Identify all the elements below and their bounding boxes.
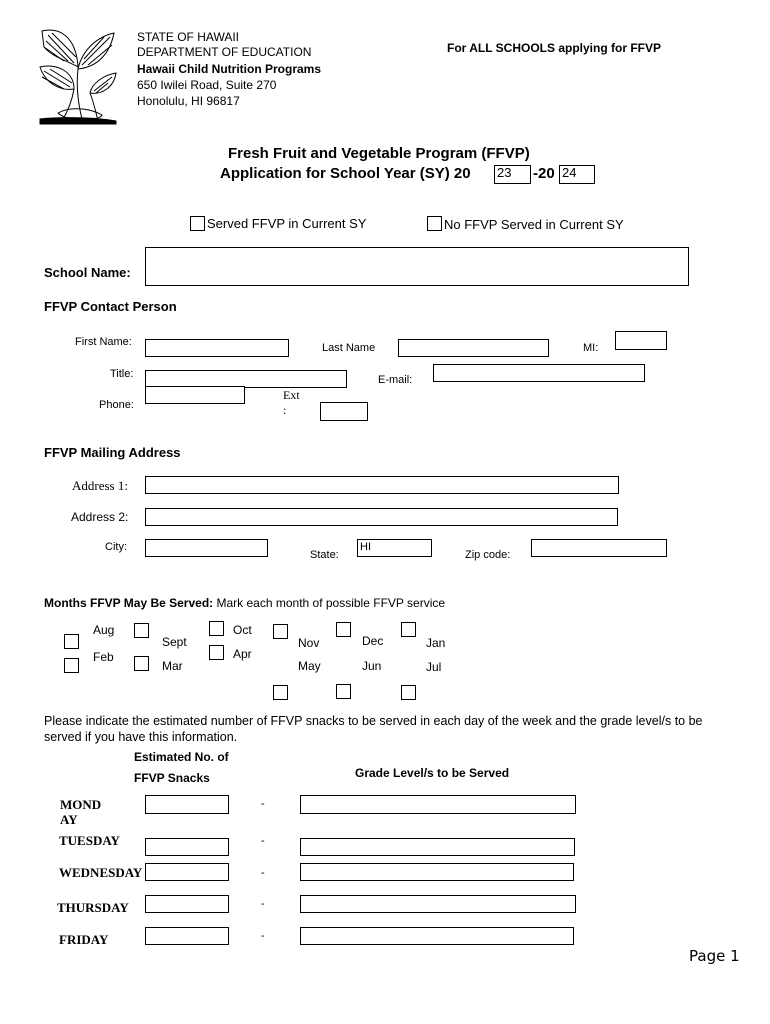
wednesday-dash: - — [261, 867, 265, 879]
last-name-field[interactable] — [398, 339, 549, 357]
tuesday-dash: - — [261, 835, 265, 847]
served-ffvp-checkbox[interactable] — [190, 216, 205, 231]
monday-snacks-field[interactable] — [145, 795, 229, 814]
ext-label: Ext — [283, 388, 300, 402]
nov-label: Nov — [298, 636, 320, 650]
oct-label: Oct — [233, 623, 252, 637]
contact-heading: FFVP Contact Person — [44, 299, 177, 314]
jul-label: Jul — [426, 660, 442, 674]
tuesday-label: TUESDAY — [59, 833, 120, 848]
email-label: E-mail: — [378, 374, 413, 386]
page-number: Page 1 — [689, 947, 740, 965]
school-name-label: School Name: — [44, 265, 131, 280]
snacks-col1-line2: FFVP Snacks — [134, 771, 210, 785]
city-label: City: — [105, 541, 127, 553]
mi-field[interactable] — [615, 331, 667, 350]
thursday-dash: - — [261, 898, 265, 910]
monday-grade-field[interactable] — [300, 795, 576, 814]
oct-checkbox[interactable] — [209, 621, 224, 636]
dec-checkbox[interactable] — [336, 622, 351, 637]
no-ffvp-label: No FFVP Served in Current SY — [444, 217, 624, 232]
sy-start-field[interactable]: 23 — [494, 165, 531, 184]
email-field[interactable] — [433, 364, 645, 382]
served-ffvp-label: Served FFVP in Current SY — [207, 216, 367, 231]
last-name-label: Last Name — [322, 342, 376, 354]
first-name-field[interactable] — [145, 339, 289, 357]
thursday-label: THURSDAY — [57, 900, 129, 915]
ext-colon: : — [283, 403, 287, 417]
address1-label: Address 1: — [72, 478, 128, 493]
agency-line1: STATE OF HAWAII — [137, 30, 239, 44]
feb-label: Feb — [93, 650, 114, 664]
phone-label: Phone: — [99, 399, 134, 411]
nov-checkbox[interactable] — [273, 624, 288, 639]
wednesday-snacks-field[interactable] — [145, 863, 229, 881]
zip-label: Zip code: — [465, 549, 511, 561]
agency-line2: DEPARTMENT OF EDUCATION — [137, 45, 312, 59]
snacks-instructions: Please indicate the estimated number of FFVP snacks to be served in each day of the week and the grade level/s to be served if you have this information. — [44, 714, 703, 744]
city-field[interactable] — [145, 539, 268, 557]
months-heading-rest: Mark each month of possible FFVP service — [213, 596, 446, 610]
mar-checkbox[interactable] — [134, 656, 149, 671]
jun-checkbox[interactable] — [336, 684, 351, 699]
dec-label: Dec — [362, 634, 384, 648]
sept-checkbox[interactable] — [134, 623, 149, 638]
address2-field[interactable] — [145, 508, 618, 526]
may-checkbox[interactable] — [273, 685, 288, 700]
state-label: State: — [310, 549, 339, 561]
state-value: HI — [360, 541, 371, 553]
applicability-note: For ALL SCHOOLS applying for FFVP — [447, 41, 662, 55]
mi-label: MI: — [583, 342, 599, 354]
state-field[interactable] — [357, 539, 432, 557]
wednesday-grade-field[interactable] — [300, 863, 574, 881]
aug-label: Aug — [93, 623, 115, 637]
tuesday-snacks-field[interactable] — [145, 838, 229, 856]
program-name: Hawaii Child Nutrition Programs — [137, 62, 322, 76]
snacks-col2-header: Grade Level/s to be Served — [355, 766, 510, 780]
mar-label: Mar — [162, 659, 183, 673]
agency-address1: 650 Iwilei Road, Suite 270 — [137, 78, 277, 92]
friday-dash: - — [261, 930, 265, 942]
wednesday-label: WEDNESDAY — [59, 865, 143, 880]
title-label: Title: — [110, 368, 134, 380]
form-subtitle: Application for School Year (SY) 20 — [220, 165, 471, 182]
snacks-col1-line1: Estimated No. of — [134, 750, 229, 764]
apr-checkbox[interactable] — [209, 645, 224, 660]
friday-label: FRIDAY — [59, 932, 109, 947]
agency-address2: Honolulu, HI 96817 — [137, 94, 240, 108]
form-title: Fresh Fruit and Vegetable Program (FFVP) — [228, 145, 530, 162]
zip-field[interactable] — [531, 539, 667, 557]
jul-checkbox[interactable] — [401, 685, 416, 700]
sept-label: Sept — [162, 635, 187, 649]
no-ffvp-checkbox[interactable] — [427, 216, 442, 231]
address1-field[interactable] — [145, 476, 619, 494]
months-heading-bold: Months FFVP May Be Served: — [44, 596, 214, 610]
ext-field[interactable] — [320, 402, 368, 421]
jan-checkbox[interactable] — [401, 622, 416, 637]
friday-grade-field[interactable] — [300, 927, 574, 945]
feb-checkbox[interactable] — [64, 658, 79, 673]
school-name-field[interactable] — [145, 247, 689, 286]
mailing-heading: FFVP Mailing Address — [44, 445, 181, 460]
monday-label-line1: MOND — [60, 797, 102, 812]
months-heading — [44, 596, 445, 610]
aug-checkbox[interactable] — [64, 634, 79, 649]
jun-label: Jun — [362, 659, 382, 673]
thursday-grade-field[interactable] — [300, 895, 576, 913]
phone-field[interactable] — [145, 386, 245, 404]
first-name-label: First Name: — [75, 336, 132, 348]
hawaii-taro-leaf-logo — [38, 27, 118, 125]
tuesday-grade-field[interactable] — [300, 838, 575, 856]
monday-label-line2: AY — [60, 812, 78, 827]
sy-dash-20: -20 — [533, 165, 555, 182]
address2-label: Address 2: — [71, 510, 129, 524]
may-label: May — [298, 659, 321, 673]
jan-label: Jan — [426, 636, 446, 650]
apr-label: Apr — [233, 647, 252, 661]
monday-dash: - — [261, 798, 265, 810]
thursday-snacks-field[interactable] — [145, 895, 229, 913]
friday-snacks-field[interactable] — [145, 927, 229, 945]
sy-end-field[interactable]: 24 — [559, 165, 595, 184]
